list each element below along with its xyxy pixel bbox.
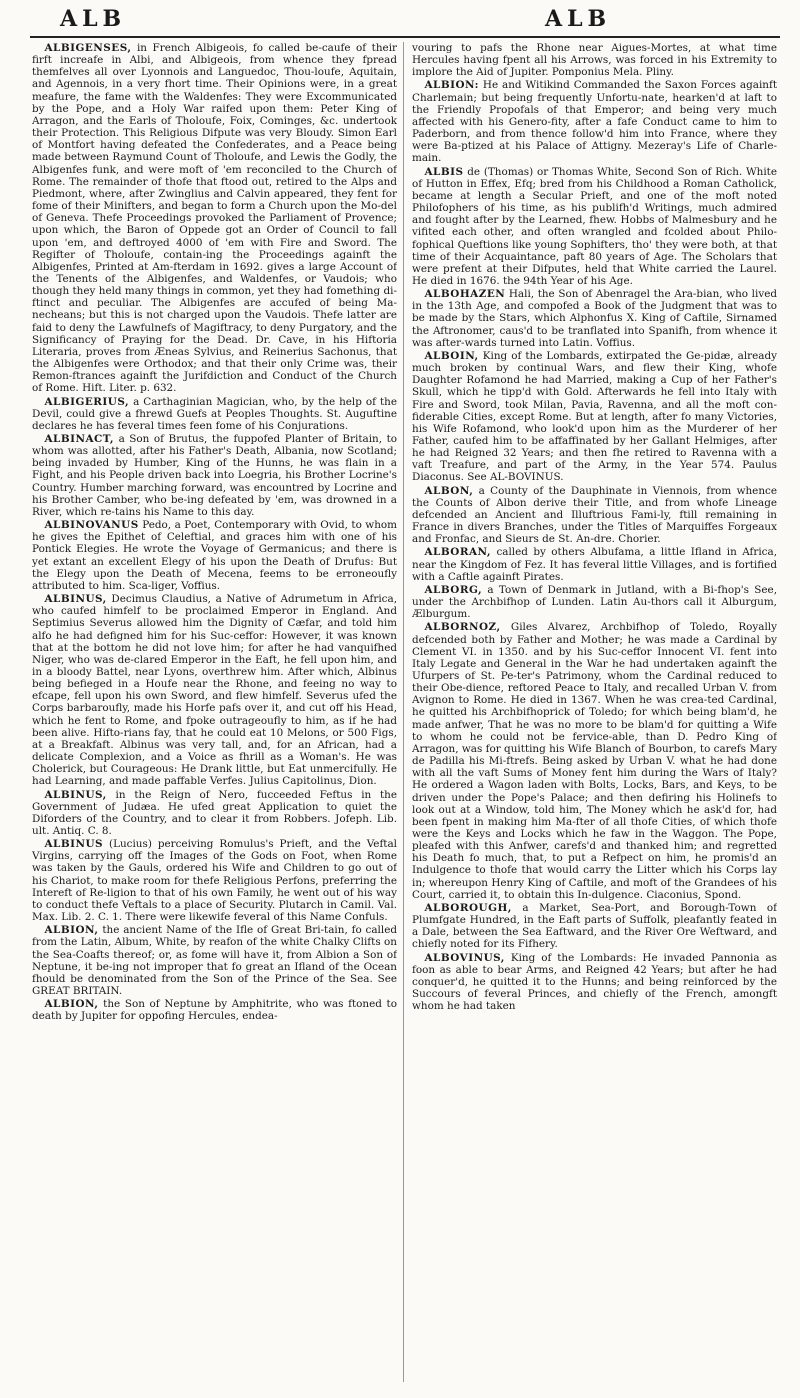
entry-text: in the Reign of Nero, fucceeded Feftus in the Government of Judæa. He ufed great Application to quiet the Diforders of the Country, and to clear it from Robbers. Jofeph. Lib. ult. Antiq. C. 8. [32,788,397,837]
entry-text: He and Witikind Commanded the Saxon Forces againft Charlemain; but being frequently Unfortu-nate, hearken'd at laft to the Friendly Propofals of that Emperor; and being very much affected with his Genero-fity, after a fafe Conduct came to him to Paderborn, and from thence follow'd him into France, where they were Ba-ptized at his Palace of Attigny. Mezeray's Life of Charle-main. [412,79,777,165]
dictionary-entry [412,546,777,582]
dictionary-entry [412,952,777,1013]
entry-text: a Market, Sea-Port, and Borough-Town of Plumfgate Hundred, in the Eaft parts of Suffolk, pleafantly feated in a Dale, between the Sea Eaftward, and the River Ore Weftward, and chiefly noted for its Fifhery. [412,901,777,951]
dictionary-entry [32,42,397,395]
entry-text: the Son of Neptune by Amphitrite, who was ftoned to death by Jupiter for oppofing Hercules, endea- [32,998,397,1023]
entry-headword: ALBOHAZEN [424,288,506,301]
dictionary-entry [412,79,777,164]
entry-headword: ALBION, [44,924,99,937]
entry-headword: ALBINOVANUS [44,519,139,532]
entry-headword: ALBION, [44,998,99,1011]
dictionary-entry [32,519,397,592]
column-divider [403,42,404,1382]
entry-headword: ALBOIN, [424,349,479,362]
dictionary-entry [412,621,777,901]
entry-text: vouring to pafs the Rhone near Aigues-Mortes, at what time Hercules having fpent all his Arrows, was forced in his Extremity to implore the Aid of Jupiter. Pomponius Mela. Pliny. [412,42,777,79]
right-column [412,42,777,1387]
entry-text: a Town of Denmark in Jutland, with a Bi-fhop's See, under the Archbifhop of Lunden. Latin Au-thors call it Alburgum, Ælburgum. [412,583,777,621]
dictionary-entry [412,288,777,349]
entry-headword: ALBOROUGH, [424,901,512,914]
dictionary-entry [412,584,777,620]
running-head-left: ALB [60,6,127,32]
dictionary-entry [32,789,397,838]
entry-text: (Lucius) perceiving Romulus's Prieft, and the Veftal Virgins, carrying off the Images of the Gods on Foot, when Rome was taken by the Gauls, ordered his Wife and Children to go out of his Chariot, to make room for thefe Religious Perfons, preferring the Intereft of Re-ligion to that of his own Family, he went out of his way to conduct thefe Veftals to a place of Security. Plutarch in Camil. Val. Max. Lib. 2. C. 1. There were likewife feveral of this Name Confuls. [32,838,397,924]
entry-headword: ALBINUS, [44,788,107,801]
entry-headword: ALBORG, [424,583,483,596]
entry-headword: ALBIS [424,165,464,178]
entry-text: Decimus Claudius, a Native of Adrumetum in Africa, who caufed himfelf to be proclaimed Emperor in England. And Septimius Severus allowed him the Dignity of Cæfar, and told him alfo he had defigned him for his Suc-ceffor: However, it was known that at the bottom he did not love him; for after he had vanquifhed Niger, who was de-clared Emperor in the Eaft, he fell upon him, and in a bloody Battel, near Lyons, overthrew him. After which, Albinus being befieged in a Houfe near the Rhone, and feeing no way to efcape, fell upon his own Sword, and flew himfelf. Severus ufed the Corps barbaroufly, made his Horfe pafs over it, and cut off his Head, which he fent to Rome, and fpoke outrageoufly to him, as if he had been alive. Hifto-rians fay, that he could eat 10 Melons, or 500 Figs, at a Breakfaft. Albinus was very tall, and, for an African, had a delicate Complexion, and a Voice as fhrill as a Woman's. He was Cholerick, but Courageous: He Drank little, but Eat unmercifully. He had Learning, and made paffable Verfes. Julius Capitolinus, Dion. [32,593,397,788]
dictionary-entry [32,838,397,923]
entry-text: Pedo, a Poet, Contemporary with Ovid, to whom he gives the Epithet of Celeftial, and graces him with one of his Pontick Elegies. He wrote the Voyage of Germanicus; and there is yet extant an excellent Elegy of his upon the Death of Drufus: But the Elegy upon the Death of Mecena, feems to be erroneoufly attributed to him. Sca-liger, Voffius. [32,519,397,592]
dictionary-entry [32,924,397,997]
dictionary-entry-continued [412,42,777,78]
entry-headword: ALBION: [424,79,479,92]
entry-headword: ALBORNOZ, [424,621,501,634]
entry-headword: ALBIGERIUS, [44,395,130,408]
dictionary-entry [32,396,397,432]
entry-text: Giles Alvarez, Archbifhop of Toledo, Royally defcended both by Father and Mother; he was made a Cardinal by Clement VI. in 1350. and by his Suc-ceffor Innocent VI. fent into Italy Legate and General in the War he had undertaken againft the Ufurpers of St. Pe-ter's Patrimony, whom the Cardinal reduced to their Obe-dience, reftored Peace to Italy, and recalled Urban V. from Avignon to Rome. He died in 1367. When he was crea-ted Cardinal, he quitted his Archbifhoprick of Toledo; for which being blam'd, he made anfwer, That he was no more to be blam'd for quitting a Wife to whom he could not be fervice-able, than D. Pedro King of Arragon, was for quitting his Wife Blanch of Bourbon, to carefs Mary de Padilla his Mi-ftrefs. Being asked by Urban V. what he had done with all the vaft Sums of Money fent him during the Wars of Italy? He ordered a Wagon laden with Bolts, Locks, Bars, and Keys, to be driven under the Pope's Palace; and then defiring his Holinefs to look out at a Window, told him, The Money which he ask'd for, had been fpent in making him Ma-fter of all thofe Cities, of which thofe were the Keys and Locks which he faw in the Waggon. The Pope, pleafed with this Anfwer, carefs'd and thanked him; and regretted his Death fo much, that, to put a Refpect on him, he promis'd an Indulgence to thofe that would carry the Litter which his Corps lay in; whereupon Henry King of Caftile, and moft of the Grandees of his Court, carried it, to obtain this In-dulgence. Ciaconius, Spond. [412,621,777,901]
entry-text: the ancient Name of the Ifle of Great Bri-tain, fo called from the Latin, Album, White, by reafon of the white Chalky Clifts on the Sea-Coafts thereof; or, as fome will have it, from Albion a Son of Neptune, it be-ing not improper that fo great an Ifland of the Ocean fhould be denominated from the Son of the Prince of the Sea. See GREAT BRITAIN. [32,924,397,998]
dictionary-entry [32,998,397,1022]
entry-text: King of the Lombards: He invaded Pannonia as foon as able to bear Arms, and Reigned 42 Years; but after he had conquer'd, he quitted it to the Hunns; and being reinforced by the Succours of feveral Princes, and chiefly of the French, amongft whom he had taken [412,951,777,1013]
dictionary-entry [412,166,777,288]
dictionary-entry [412,902,777,951]
entry-text: a Carthaginian Magician, who, by the help of the Devil, could give a fhrewd Guefs at Peoples Thoughts. St. Auguftine declares he has feveral times feen fome of his Conjurations. [32,395,397,432]
entry-text: a County of the Dauphinate in Viennois, from whence the Counts of Albon derive their Title, and from whofe Lineage defcended an Ancient and Illuftrious Fami-ly, ftill remaining in France in divers Branches, under the Titles of Marquiffes Forgeaux and Fronfac, and Sieurs de St. An-dre. Chorier. [412,484,777,546]
entry-text: in French Albigeois, fo called be-caufe of their firft increafe in Albi, and Albigeois, from whence they fpread themfelves all over Lyonnois and Languedoc, Thou-loufe, Aquitain, and Agennois, in a very fhort time. Their Opinions were, in a great meafure, the fame with the Waldenfes: They were Excommunicated by the Pope, and a Holy War raifed upon them: Peter King of Arragon, and the Earls of Tholoufe, Foix, Cominges, &c. undertook their Protection. This Religious Difpute was very Bloudy. Simon Earl of Montfort having defeated the Confederates, and a Peace being made between Raymund Count of Tholoufe, and Lewis the Godly, the Albigenfes funk, and were moft of 'em reconciled to the Church of Rome. The remainder of thofe that ftood out, retired to the Alps and Piedmont, where, after Zwinglius and Calvin appeared, they fent for fome of their Minifters, and began to form a Church upon the Mo-del of Geneva. Thefe Proceedings provoked the Parliament of Provence; upon which, the Baron of Oppede got an Order of Council to fall upon 'em, and deftroyed 4000 of 'em with Fire and Sword. The Regifter of Tholoufe, contain-ing the Proceedings againft the Albigenfes, Printed at Am-fterdam in 1692. gives a large Account of the Tenents of the Albigenfes, and Waldenfes, or Vaudois; who though they held many things in common, yet they had fomething di-ftinct and peculiar. The Albigenfes are accufed of being Ma-necheans; but this is not charged upon the Vaudois. Thefe latter are faid to deny the Lawfulnefs of Magiftracy, to deny Purgatory, and the Significancy of Praying for the Dead. Dr. Cave, in his Hiftoria Literaria, proves from Æneas Sylvius, and Reinerius Sachonus, that the Albigenfes were Orthodox; and that their only Crime was, their Remon-ftrances againft the Jurifdiction and Conduct of the Church of Rome. Hift. Liter. p. 632. [32,42,397,395]
entry-text: a Son of Brutus, the fuppofed Planter of Britain, to whom was allotted, after his Father's Death, Albania, now Scotland; being invaded by Humber, King of the Hunns, he was flain in a Fight, and his People driven back into Loegria, his Brother Locrine's Country. Humber marching forward, was encountred by Locrine and his Brother Camber, who be-ing defeated by 'em, was drowned in a River, which re-tains his Name to this day. [32,433,397,518]
entry-text: King of the Lombards, extirpated the Ge-pidæ, already much broken by continual Wars, and flew their King, whofe Daughter Rofamond he had Married, making a Cup of her Father's Skull, which he tipp'd with Gold. Afterwards he fell into Italy with Fire and Sword, took Milan, Pavia, Ravenna, and all the moft con-fiderable Cities, except Rome. But at length, after fo many Victories, his Wife Rofamond, who look'd upon him as the Murderer of her Father, caufed him to be affaffinated by her Gallant Helmiges, after he had Reigned 32 Years; and then fhe retired to Ravenna with a vaft Treafure, and part of the Army, in the Year 574. Paulus Diaconus. See AL-BOVINUS. [412,349,777,484]
dictionary-entry [32,593,397,788]
entry-headword: ALBOVINUS, [424,951,505,964]
entry-headword: ALBINUS, [44,593,107,606]
dictionary-entry [412,485,777,546]
entry-headword: ALBINACT, [44,433,115,445]
entry-headword: ALBON, [424,484,474,497]
entry-headword: ALBORAN, [424,546,492,559]
dictionary-entry [412,350,777,484]
entry-text: Hali, the Son of Abenragel the Ara-bian, who lived in the 13th Age, and compofed a Book of the Judgment that was to be made by the Stars, which Alphonfus X. King of Caftile, Sirnamed the Aftronomer, caus'd to be tranflated into Spanifh, from whence it was after-wards turned into Latin. Voffius. [412,288,777,349]
entry-headword: ALBIGENSES, [44,42,132,54]
entry-text: called by others Albufama, a little Ifland in Africa, near the Kingdom of Fez. It has feveral little Villages, and is fortified with a Caftle againft Pirates. [412,546,777,583]
header-rule [30,36,780,38]
entry-text: de (Thomas) or Thomas White, Second Son of Rich. White of Hutton in Effex, Efq; bred from his Childhood a Roman Catholick, became at length a Secular Prieft, and one of the moft noted Philofophers of his time, as his publifh'd Writings, much admired and fought after by the Learned, fhew. Hobbs of Malmesbury and he vifited each other, and often wrangled and fcolded about Philo-fophical Queftions like young Sophifters, tho' they were both, at that time of their Acquaintance, paft 80 years of Age. The Scholars that were prefent at their Difputes, held that White carried the Laurel. He died in 1676. the 94th Year of his Age. [412,165,777,287]
left-column [32,42,397,1387]
running-head-right: ALB [545,6,612,32]
entry-headword: ALBINUS [44,838,104,851]
dictionary-entry [32,433,397,518]
